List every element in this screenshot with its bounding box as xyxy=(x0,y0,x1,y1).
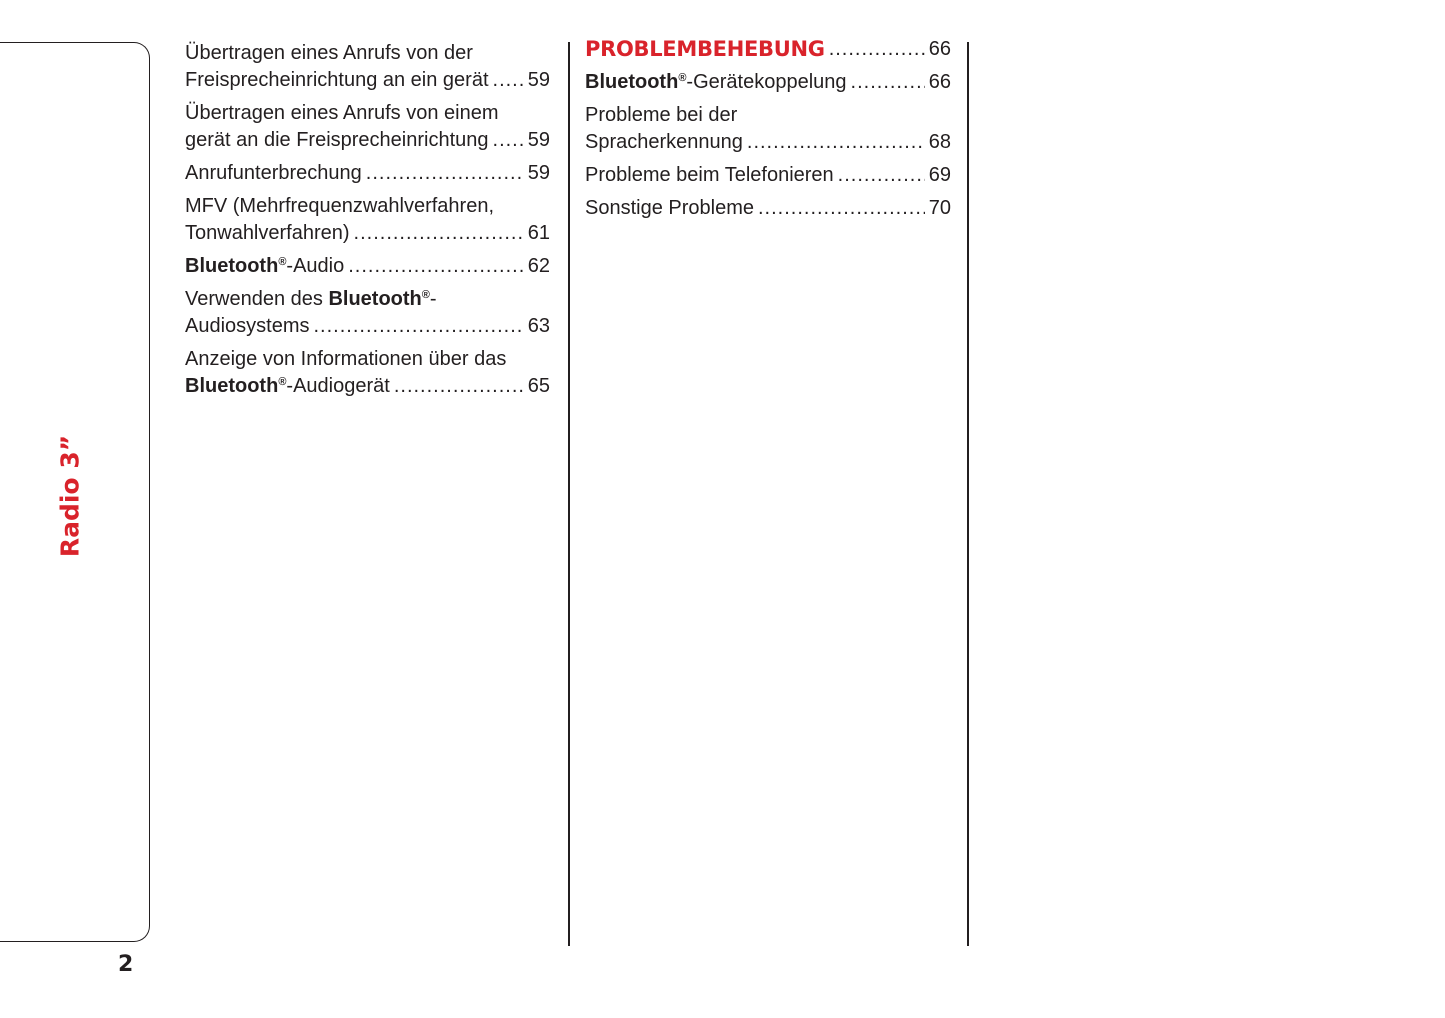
toc-entry-text: - xyxy=(429,288,437,310)
registered-mark: ® xyxy=(421,289,430,301)
side-tab-label: Radio 3” xyxy=(55,434,85,558)
toc-entry-text: MFV (Mehrfrequenzwahlverfahren, xyxy=(185,195,495,217)
dot-leader xyxy=(348,253,524,280)
dot-leader xyxy=(314,313,524,340)
toc-page-number: 66 xyxy=(928,71,951,93)
dot-leader xyxy=(493,67,524,94)
toc-entry-bold: Bluetooth xyxy=(328,288,422,310)
toc-entry-text: Übertragen eines Anrufs von einem xyxy=(185,102,499,124)
toc-page-number: 62 xyxy=(527,255,550,277)
toc-page-number: 59 xyxy=(527,69,550,91)
dot-leader xyxy=(747,129,925,156)
toc-entry-text: -Audio xyxy=(286,255,345,277)
toc-section-heading[interactable] xyxy=(585,36,951,63)
toc-entry-text: Probleme beim Telefonieren xyxy=(585,164,834,186)
dot-leader xyxy=(366,160,524,187)
toc-page-number: 61 xyxy=(527,222,550,244)
toc-page-number: 65 xyxy=(527,375,550,397)
toc-entry-bold: Bluetooth xyxy=(185,375,279,397)
toc-entry[interactable] xyxy=(585,69,951,96)
dot-leader xyxy=(838,162,925,189)
section-title: PROBLEMBEHEBUNG xyxy=(585,37,825,61)
toc-entry-text: Anrufunterbrechung xyxy=(185,162,362,184)
page-number: 2 xyxy=(118,952,134,977)
toc-entry-text: Tonwahlverfahren) xyxy=(185,222,350,244)
toc-entry-text: Sonstige Probleme xyxy=(585,197,754,219)
dot-leader xyxy=(354,220,524,247)
toc-entry[interactable] xyxy=(185,160,550,187)
toc-entry[interactable] xyxy=(185,193,550,247)
toc-entry-text: -Audiogerät xyxy=(286,375,390,397)
toc-column-1 xyxy=(185,40,550,406)
column-divider xyxy=(967,42,969,946)
toc-entry[interactable] xyxy=(185,100,550,154)
toc-entry[interactable] xyxy=(585,162,951,189)
toc-page-number: 66 xyxy=(928,38,951,60)
dot-leader xyxy=(758,195,925,222)
toc-entry-text: gerät an die Freisprecheinrichtung xyxy=(185,129,489,151)
column-divider xyxy=(568,42,570,946)
toc-page-number: 59 xyxy=(527,129,550,151)
toc-entry-text: Freisprecheinrichtung an ein gerät xyxy=(185,69,489,91)
toc-entry[interactable] xyxy=(185,253,550,280)
toc-entry[interactable] xyxy=(185,346,550,400)
dot-leader xyxy=(394,373,524,400)
toc-page-number: 69 xyxy=(928,164,951,186)
toc-entry[interactable] xyxy=(585,195,951,222)
toc-entry-bold: Bluetooth xyxy=(185,255,279,277)
dot-leader xyxy=(493,127,524,154)
toc-entry-text: Anzeige von Informationen über das xyxy=(185,348,507,370)
toc-page-number: 70 xyxy=(928,197,951,219)
toc-page-number: 63 xyxy=(527,315,550,337)
registered-mark: ® xyxy=(278,256,287,268)
toc-entry-text: Übertragen eines Anrufs von der xyxy=(185,42,473,64)
toc-entry[interactable] xyxy=(185,286,550,340)
toc-page-number: 59 xyxy=(527,162,550,184)
toc-entry-text: Verwenden des xyxy=(185,288,329,310)
toc-entry-text: -Gerätekoppelung xyxy=(686,71,847,93)
toc-entry[interactable] xyxy=(185,40,550,94)
registered-mark: ® xyxy=(678,72,687,84)
dot-leader xyxy=(851,69,925,96)
toc-entry-text: Spracherkennung xyxy=(585,131,743,153)
registered-mark: ® xyxy=(278,376,287,388)
toc-entry-bold: Bluetooth xyxy=(585,71,679,93)
toc-page-number: 68 xyxy=(928,131,951,153)
toc-entry[interactable] xyxy=(585,102,951,156)
toc-entry-text: Probleme bei der xyxy=(585,104,738,126)
toc-column-2 xyxy=(585,36,951,228)
toc-entry-text: Audiosystems xyxy=(185,315,310,337)
dot-leader xyxy=(829,36,925,63)
